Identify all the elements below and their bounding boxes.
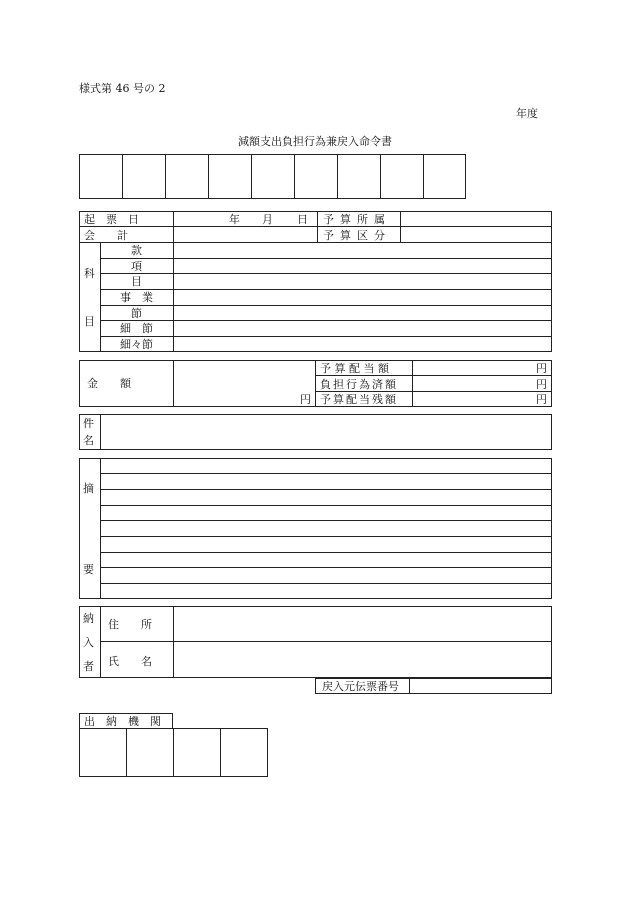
kenmei-label-1: 件: [83, 417, 94, 430]
kaikei-label: 会 計: [84, 229, 128, 242]
tekiyo-label-1: 摘: [83, 482, 94, 495]
date-day-label: 日: [297, 213, 308, 226]
slip-number-label: 戻入元伝票番号: [322, 680, 399, 693]
committed-amount-yen: 円: [536, 378, 547, 391]
kamoku-row-kou: 項: [131, 259, 142, 273]
amount-label: 金 額: [87, 377, 131, 390]
payer-label-2: 入: [83, 636, 94, 649]
approval-seal-grid: [79, 154, 466, 199]
date-year-label: 年: [229, 213, 240, 226]
kamoku-row-moku: 目: [131, 275, 142, 288]
kamoku-row-setsu: 節: [131, 306, 142, 320]
kamoku-label-ka: 科: [84, 267, 95, 280]
kamoku-row-jigyo: 事 業: [120, 291, 153, 304]
remarks-field[interactable]: [102, 460, 550, 597]
kamoku-row-saisaisetsu: 細々節: [120, 338, 153, 351]
kamoku-label-moku: 目: [84, 315, 95, 328]
budget-dept-field[interactable]: [402, 212, 550, 225]
budget-remaining-yen: 円: [536, 393, 547, 406]
budget-class-field[interactable]: [402, 228, 550, 241]
subject-field[interactable]: [102, 416, 550, 448]
date-month-label: 月: [262, 213, 273, 226]
tekiyo-label-2: 要: [83, 563, 94, 576]
budget-allotment-label: 予算配当額: [320, 362, 393, 375]
budget-remaining-label: 予算配当残額: [320, 393, 398, 406]
kamoku-row-saisetsu: 細 節: [120, 322, 153, 335]
payer-address-field[interactable]: [175, 608, 550, 640]
committed-amount-label: 負担行為済額: [320, 378, 398, 391]
form-number: 様式第 46 号の 2: [79, 82, 166, 95]
payer-name-label: 氏 名: [108, 655, 152, 668]
kaikei-field[interactable]: [175, 228, 315, 241]
budget-allotment-yen: 円: [536, 362, 547, 375]
payer-address-label: 住 所: [108, 618, 152, 631]
suitou-label: 出 納 機 関: [84, 715, 161, 728]
slip-number-field[interactable]: [411, 679, 550, 693]
payer-name-field[interactable]: [175, 643, 550, 676]
payer-label-1: 納: [83, 612, 94, 625]
fiscal-year-label: 年度: [516, 107, 538, 120]
kenmei-label-2: 名: [83, 434, 94, 447]
budget-dept-label: 予算所属: [323, 213, 391, 226]
kamoku-row-kan: 款: [131, 244, 142, 257]
page-title: 減額支出負担行為兼戻入命令書: [238, 135, 392, 148]
budget-class-label: 予算区分: [323, 229, 391, 242]
amount-yen: 円: [300, 393, 311, 406]
kihyo-label: 起 票 日: [84, 213, 139, 226]
payer-label-3: 者: [83, 660, 94, 673]
amount-field[interactable]: [175, 362, 300, 405]
